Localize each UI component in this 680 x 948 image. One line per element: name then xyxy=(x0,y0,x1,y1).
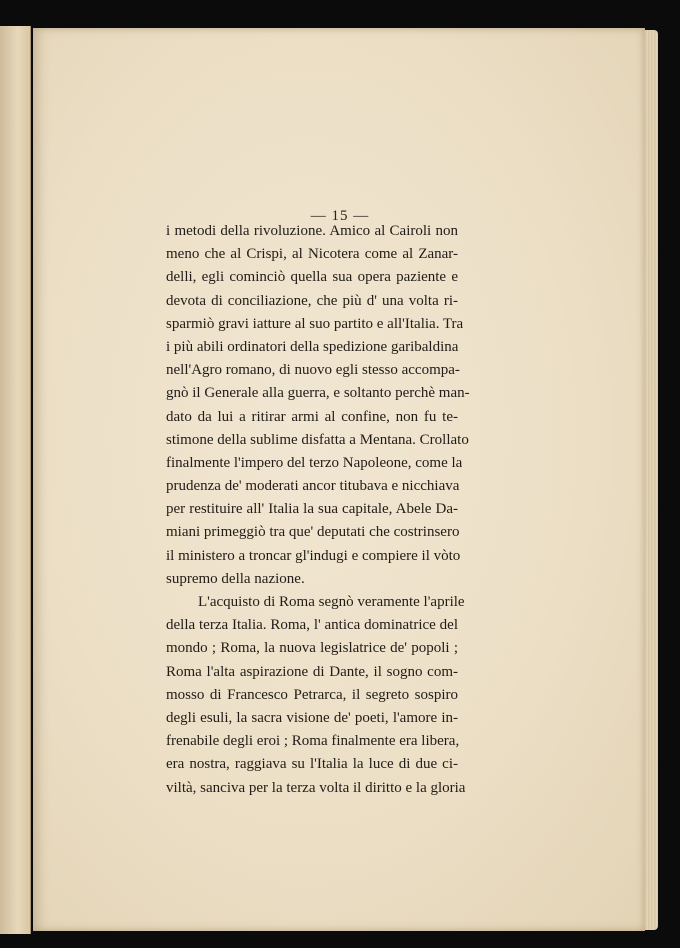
text-line: gnò il Generale alla guerra, e soltanto perchè man- xyxy=(166,385,470,402)
text-line: della terza Italia. Roma, l' antica dominatrice del xyxy=(166,617,458,634)
body-text xyxy=(166,220,470,800)
text-line: finalmente l'impero del terzo Napoleone, come la xyxy=(166,454,463,471)
text-line: viltà, sanciva per la terza volta il diritto e la gloria xyxy=(166,779,466,796)
text-line: supremo della nazione. xyxy=(166,570,305,587)
text-line: degli esuli, la sacra visione de' poeti, l'amore in- xyxy=(166,709,458,726)
page-number: — 15 — xyxy=(310,208,370,224)
text-line: meno che al Crispi, al Nicotera come al Zanar- xyxy=(166,246,458,263)
text-line: delli, egli cominciò quella sua opera paziente e xyxy=(166,269,458,286)
text-line: devota di conciliazione, che più d' una volta ri- xyxy=(166,292,458,309)
text-line: frenabile degli eroi ; Roma finalmente era libera, xyxy=(166,733,460,750)
text-line: nell'Agro romano, di nuovo egli stesso accompa- xyxy=(166,362,460,379)
left-page-edge xyxy=(0,26,31,934)
text-line: Roma l'alta aspirazione di Dante, il sogno com- xyxy=(166,663,458,680)
text-line: per restituire all' Italia la sua capitale, Abele Da- xyxy=(166,501,458,518)
text-line: i metodi della rivoluzione. Amico al Cairoli non xyxy=(166,223,458,239)
text-line: prudenza de' moderati ancor titubava e nicchiava xyxy=(166,478,460,495)
text-line: il ministero a troncar gl'indugi e compiere il vòto xyxy=(166,547,461,564)
text-line: i più abili ordinatori della spedizione garibaldina xyxy=(166,338,459,355)
text-line: era nostra, raggiava su l'Italia la luce di due ci- xyxy=(166,756,458,773)
text-line: stimone della sublime disfatta a Mentana. Crollato xyxy=(166,431,469,448)
text-line: sparmiò gravi iatture al suo partito e all'Italia. Tra xyxy=(166,315,464,332)
paragraph-1 xyxy=(166,220,470,591)
text-line: miani primeggiò tra que' deputati che costrinsero xyxy=(166,524,460,541)
text-line: mosso di Francesco Petrarca, il segreto sospiro xyxy=(166,686,458,703)
text-line: L'acquisto di Roma segnò veramente l'aprile xyxy=(198,594,465,610)
text-line: mondo ; Roma, la nuova legislatrice de' popoli ; xyxy=(166,640,458,657)
text-line: dato da lui a ritirar armi al confine, non fu te- xyxy=(166,408,458,425)
paragraph-2 xyxy=(166,591,466,800)
